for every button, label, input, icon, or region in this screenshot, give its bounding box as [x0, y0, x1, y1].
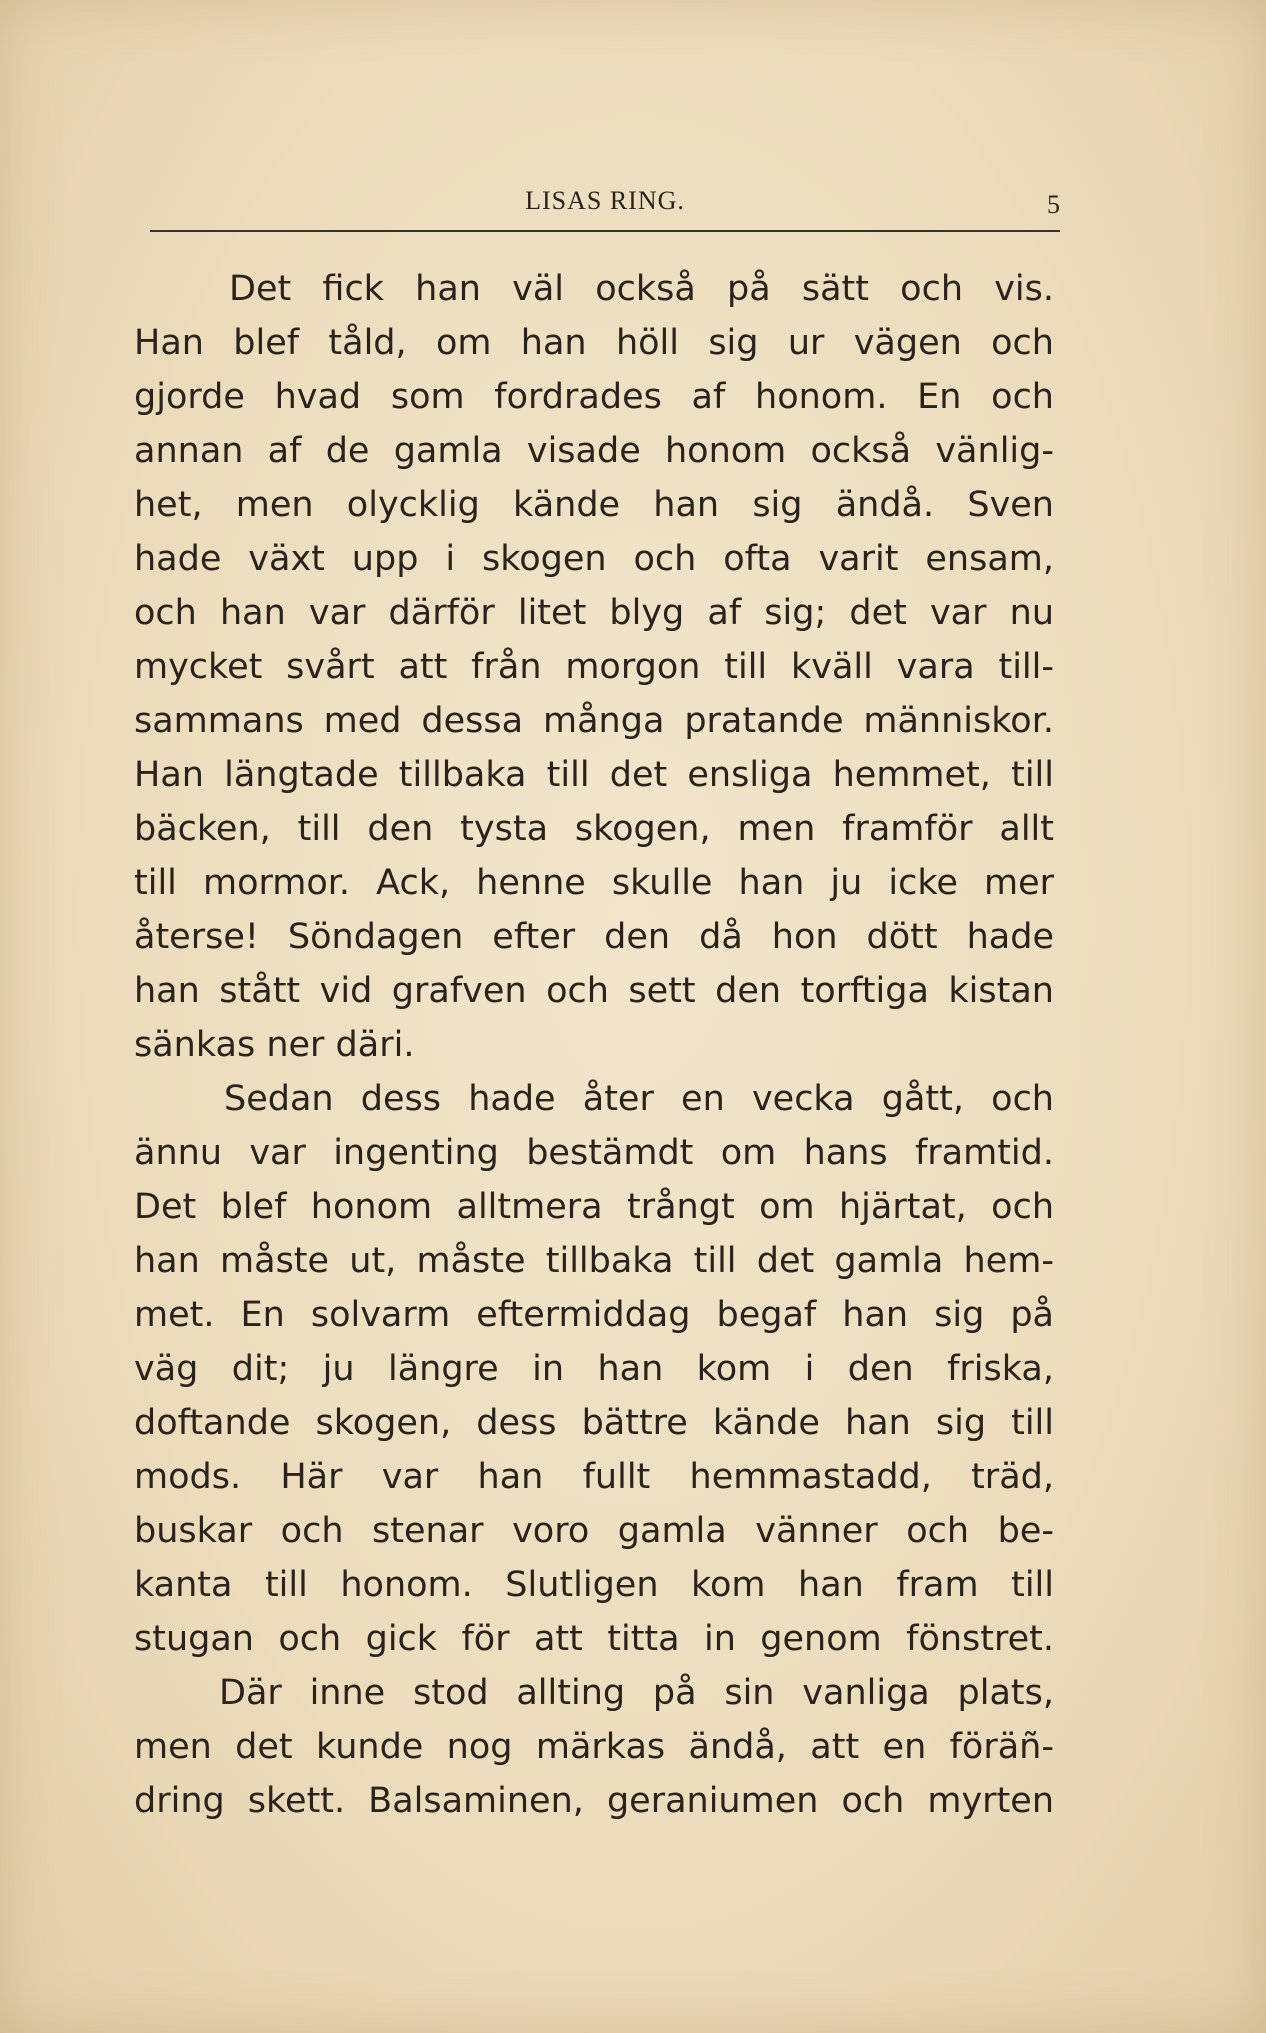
- text-line: kanta till honom. Slutligen kom han fram till: [134, 1565, 1054, 1605]
- text-line: och han var därför litet blyg af sig; det var nu: [134, 593, 1054, 633]
- text-line: väg dit; ju längre in han kom i den friska,: [134, 1349, 1054, 1389]
- text-line: gjorde hvad som fordrades af honom. En och: [134, 377, 1054, 417]
- text-line: Det blef honom alltmera trångt om hjärtat, och: [134, 1187, 1054, 1227]
- text-line: Han blef tåld, om han höll sig ur vägen och: [134, 323, 1054, 363]
- text-line: met. En solvarm eftermiddag begaf han sig på: [134, 1295, 1054, 1335]
- text-line: doftande skogen, dess bättre kände han sig till: [134, 1403, 1054, 1443]
- text-line: Det fick han väl också på sätt och vis.: [229, 269, 1054, 309]
- text-line: Han längtade tillbaka till det ensliga hemmet, till: [134, 755, 1054, 795]
- text-line: hade växt upp i skogen och ofta varit ensam,: [134, 539, 1054, 579]
- text-line: mycket svårt att från morgon till kväll vara till-: [134, 647, 1054, 687]
- text-line: buskar och stenar voro gamla vänner och be-: [134, 1511, 1054, 1551]
- text-line: ännu var ingenting bestämdt om hans framtid.: [134, 1133, 1054, 1173]
- text-line: till mormor. Ack, henne skulle han ju icke mer: [134, 863, 1054, 903]
- text-line: men det kunde nog märkas ändå, att en föräñ-: [134, 1727, 1054, 1767]
- text-line: mods. Här var han fullt hemmastadd, träd,: [134, 1457, 1054, 1497]
- text-line: han måste ut, måste tillbaka till det gamla hem-: [134, 1241, 1054, 1281]
- text-line: stugan och gick för att titta in genom fönstret.: [134, 1619, 1054, 1659]
- header-rule: [150, 230, 1060, 232]
- page-number: 5: [1047, 190, 1060, 219]
- text-line: Sedan dess hade åter en vecka gått, och: [224, 1079, 1054, 1119]
- text-line: sänkas ner däri.: [134, 1025, 415, 1065]
- running-title: LISAS RING.: [525, 186, 685, 215]
- text-line: bäcken, till den tysta skogen, men framför allt: [134, 809, 1054, 849]
- text-line: dring skett. Balsaminen, geraniumen och myrten: [134, 1781, 1054, 1821]
- text-line: Där inne stod allting på sin vanliga plats,: [219, 1673, 1054, 1713]
- body-text: [134, 262, 1054, 1828]
- text-line: återse! Söndagen efter den då hon dött hade: [134, 917, 1054, 957]
- text-line: annan af de gamla visade honom också vänlig-: [134, 431, 1054, 471]
- running-head: [150, 186, 1060, 232]
- text-line: het, men olycklig kände han sig ändå. Sven: [134, 485, 1054, 525]
- text-line: han stått vid grafven och sett den torftiga kistan: [134, 971, 1054, 1011]
- text-line: sammans med dessa många pratande människor.: [134, 701, 1054, 741]
